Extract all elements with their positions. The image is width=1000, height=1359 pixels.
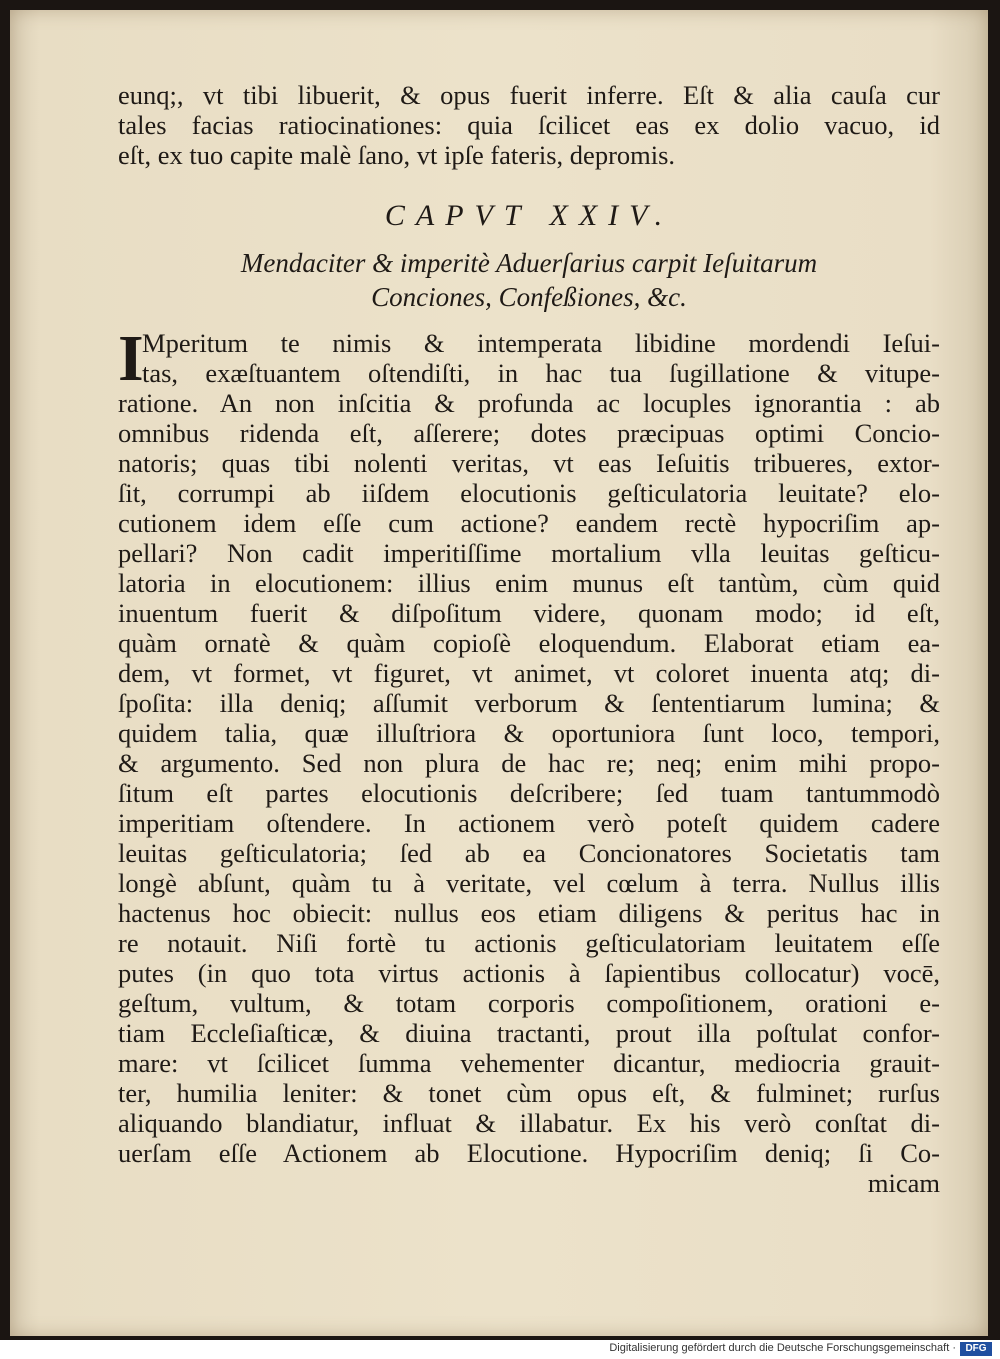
text-line: leuitas geſticulatoria; ſed ab ea Concionatores Societatis tam bbox=[118, 838, 940, 868]
text-line: inuentum fuerit & diſpoſitum videre, quonam modo; id eſt, bbox=[118, 598, 940, 628]
drop-cap: I bbox=[118, 322, 144, 395]
text-line: geſtum, vultum, & totam corporis compoſitionem, orationi e- bbox=[118, 988, 940, 1018]
text-line: ter, humilia leniter: & tonet cùm opus eſt, & fulminet; rurſus bbox=[118, 1078, 940, 1108]
text-line: ratione. An non inſcitia & profunda ac locuples ignorantia : ab bbox=[118, 388, 940, 418]
text-line: tales facias ratiocinationes: quia ſcilicet eas ex dolio vacuo, id bbox=[118, 110, 940, 140]
chapter-body bbox=[118, 322, 940, 1198]
dfg-logo-icon: DFG bbox=[960, 1342, 992, 1356]
text-line: cutionem idem eſſe cum actione? eandem rectè hypocriſim ap- bbox=[118, 508, 940, 538]
text-block bbox=[118, 72, 940, 1198]
subtitle-line: Conciones, Confeßiones, &c. bbox=[371, 282, 687, 312]
text-line: dem, vt formet, vt figuret, vt animet, vt coloret inuenta atq; di- bbox=[118, 658, 940, 688]
text-line: quidem talia, quæ illuſtriora & oportuniora ſunt loco, tempori, bbox=[118, 718, 940, 748]
chapter-subtitle bbox=[118, 246, 940, 314]
text-line: tiam Eccleſiaſticæ, & diuina tractanti, prout illa poſtulat confor- bbox=[118, 1018, 940, 1048]
text-line: aliquando blandiatur, influat & illabatur. Ex his verò conſtat di- bbox=[118, 1108, 940, 1138]
text-line: tas, exæſtuantem oſtendiſti, in hac tua ſugillatione & vitupe- bbox=[142, 358, 940, 388]
text-line: eunq;, vt tibi libuerit, & opus fuerit inferre. Eſt & alia cauſa cur bbox=[118, 80, 940, 110]
text-line: ſitum eſt partes elocutionis deſcribere; ſed tuam tantummodò bbox=[118, 778, 940, 808]
chapter-title: CAPVT XXIV. bbox=[384, 199, 674, 232]
text-line: ſit, corrumpi ab iiſdem elocutionis geſticulatoria leuitate? elo- bbox=[118, 478, 940, 508]
text-line: uerſam eſſe Actionem ab Elocutione. Hypocriſim deniq; ſi Co- bbox=[118, 1138, 940, 1168]
text-line: natoris; quas tibi nolenti veritas, vt eas Ieſuitis tribueres, extor- bbox=[118, 448, 940, 478]
continued-text bbox=[118, 80, 940, 170]
text-line: ſpoſita: illa deniq; aſſumit verborum & ſententiarum lumina; & bbox=[118, 688, 940, 718]
text-line: imperitiam oſtendere. In actionem verò poteſt quidem cadere bbox=[118, 808, 940, 838]
text-line: latoria in elocutionem: illius enim munus eſt tantùm, cùm quid bbox=[118, 568, 940, 598]
text-line: eſt, ex tuo capite malè ſano, vt ipſe fateris, depromis. bbox=[118, 140, 676, 170]
text-line: quàm ornatè & quàm copioſè eloquendum. Elaborat etiam ea- bbox=[118, 628, 940, 658]
text-line: putes (in quo tota virtus actionis à ſapientibus collocatur) vocē, bbox=[118, 958, 940, 988]
text-line: Mperitum te nimis & intemperata libidine mordendi Ieſui- bbox=[142, 328, 940, 358]
text-line: & argumento. Sed non plura de hac re; neq; enim mihi propo- bbox=[118, 748, 940, 778]
catchword: micam bbox=[867, 1168, 940, 1198]
text-line: re notauit. Niſi fortè tu actionis geſticulatoriam leuitatem eſſe bbox=[118, 928, 940, 958]
text-line: mare: vt ſcilicet ſumma vehementer dicantur, mediocria grauit- bbox=[118, 1048, 940, 1078]
footer-bar bbox=[0, 1340, 1000, 1359]
text-line: longè abſunt, quàm tu à veritate, vel cœlum à terra. Nullus illis bbox=[118, 868, 940, 898]
text-line: omnibus ridenda eſt, aſſerere; dotes præcipuas optimi Concio- bbox=[118, 418, 940, 448]
text-line: pellari? Non cadit imperitiſſime mortalium vlla leuitas geſticu- bbox=[118, 538, 940, 568]
subtitle-line: Mendaciter & imperitè Aduerſarius carpit Ieſuitarum bbox=[240, 248, 818, 278]
text-line: hactenus hoc obiecit: nullus eos etiam diligens & peritus hac in bbox=[118, 898, 940, 928]
paper-page bbox=[10, 10, 988, 1336]
funding-credit: Digitalisierung gefördert durch die Deutsche Forschungsgemeinschaft · bbox=[609, 1342, 956, 1354]
